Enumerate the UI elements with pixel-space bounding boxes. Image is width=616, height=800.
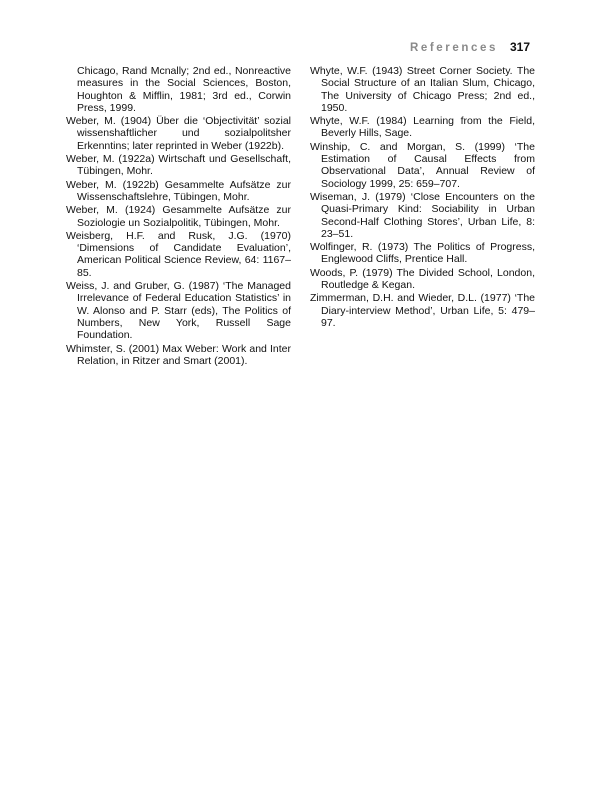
reference-entry: Winship, C. and Morgan, S. (1999) ‘The Estimation of Causal Effects from Observational Data’, Annual Review of Sociology 1999, 25: 659–707. (310, 140, 535, 190)
reference-entry: Weber, M. (1922a) Wirtschaft und Gesellschaft, Tübingen, Mohr. (66, 153, 291, 178)
running-head (410, 40, 530, 54)
reference-entry: Weber, M. (1904) Über die ‘Objectivität’ sozial wissenshaftlicher und sozialpolitsher Erkenntins; later reprinted in Weber (1922b). (66, 115, 291, 152)
reference-entry: Wiseman, J. (1979) ‘Close Encounters on the Quasi-Primary Kind: Sociability in Urban Second-Half Clothing Stores’, Urban Life, 8: 23–51. (310, 190, 535, 240)
reference-entry: Woods, P. (1979) The Divided School, London, Routledge & Kegan. (310, 266, 535, 292)
references-right-column (310, 65, 535, 330)
reference-entry: Weisberg, H.F. and Rusk, J.G. (1970) ‘Dimensions of Candidate Evaluation’, American Political Science Review, 64: 1167–85. (66, 229, 291, 279)
reference-entry-continued: Chicago, Rand Mcnally; 2nd ed., Nonreactive measures in the Social Sciences, Boston, Houghton & Mifflin, 1981; 3rd ed., Corwin Press, 1999. (77, 65, 291, 114)
reference-entry: Whimster, S. (2001) Max Weber: Work and Inter Relation, in Ritzer and Smart (2001). (66, 342, 291, 367)
reference-entry: Weber, M. (1922b) Gesammelte Aufsätze zur Wissenschaftslehre, Tübingen, Mohr. (66, 178, 291, 203)
page-number: 317 (509, 40, 530, 54)
reference-entry: Whyte, W.F. (1943) Street Corner Society. The Social Structure of an Italian Slum, Chicago, The University of Chicago Press; 2nd ed., 1950. (310, 65, 535, 114)
references-left-column (66, 65, 291, 368)
reference-entry: Wolfinger, R. (1973) The Politics of Progress, Englewood Cliffs, Prentice Hall. (310, 241, 535, 266)
section-title: References (409, 42, 498, 54)
reference-entry: Whyte, W.F. (1984) Learning from the Field, Beverly Hills, Sage. (310, 115, 535, 140)
reference-entry: Weber, M. (1924) Gesammelte Aufsätze zur Soziologie un Sozialpolitik, Tübingen, Mohr. (66, 204, 291, 229)
reference-entry: Weiss, J. and Gruber, G. (1987) ‘The Managed Irrelevance of Federal Education Statistics’ in W. Alonso and P. Starr (eds), The Politics of Numbers, New York, Russell Sage Foundation. (66, 280, 291, 342)
reference-entry: Zimmerman, D.H. and Wieder, D.L. (1977) ‘The Diary-interview Method’, Urban Life, 5: 479–97. (310, 292, 535, 329)
